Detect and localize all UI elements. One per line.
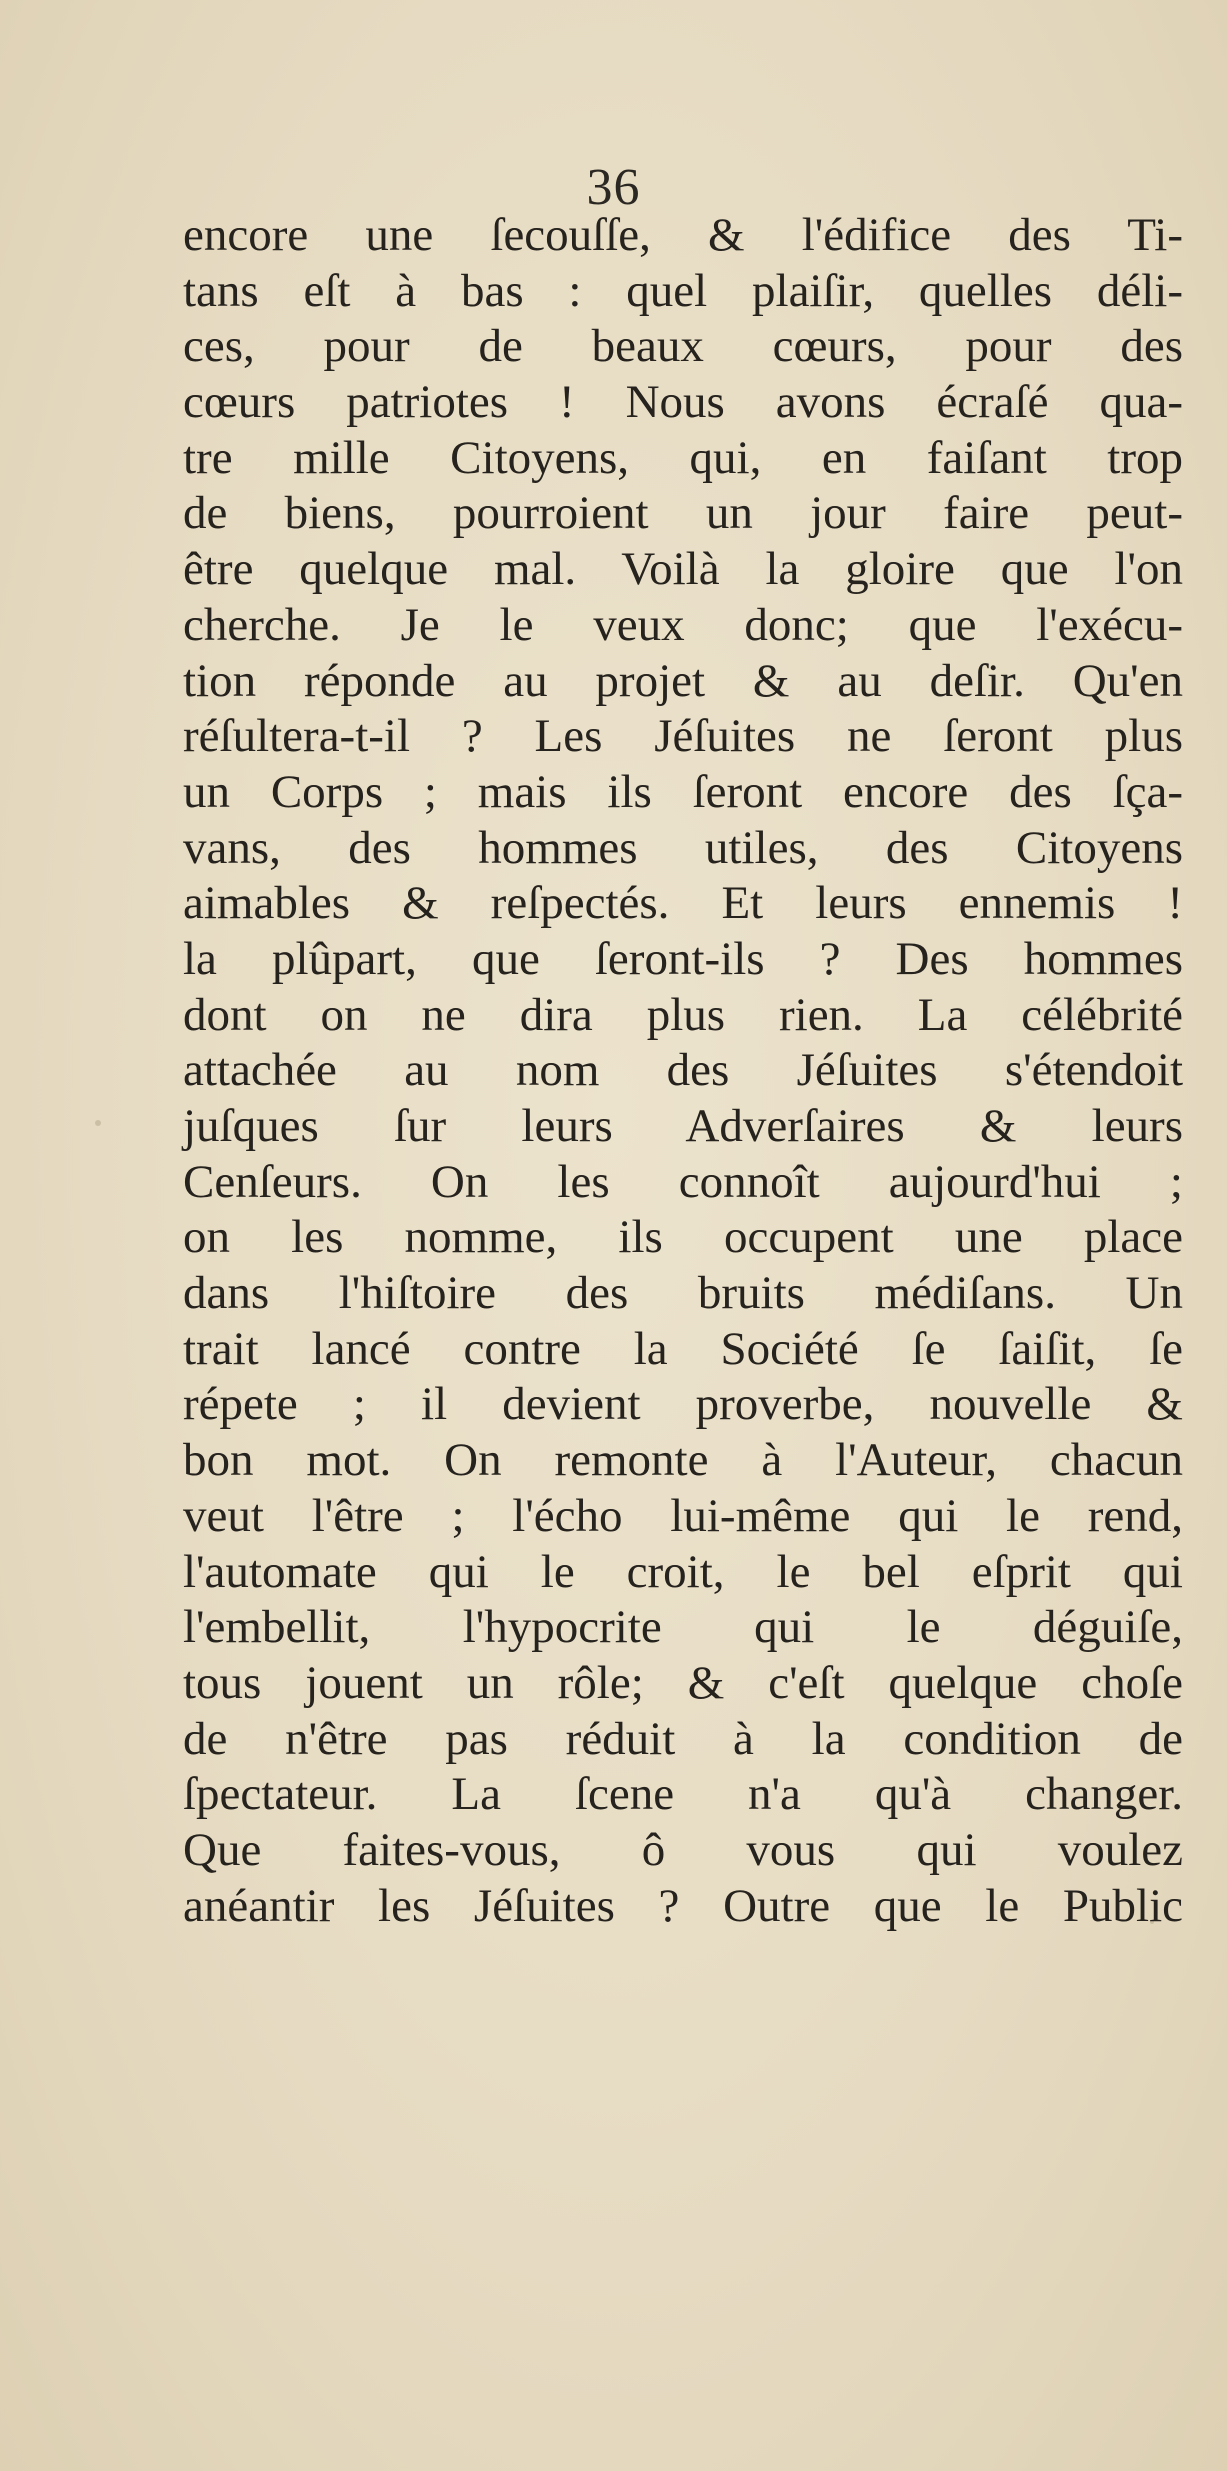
text-line: réſultera-t-il ? Les Jéſuites ne ſeront plus: [183, 710, 1183, 763]
text-line: tion réponde au projet & au deſir. Qu'en: [183, 654, 1183, 707]
body-text: [183, 208, 1183, 1934]
text-line: ces, pour de beaux cœurs, pour des: [183, 320, 1183, 373]
text-line: dans l'hiſtoire des bruits médiſans. Un: [183, 1267, 1183, 1320]
text-line: Cenſeurs. On les connoît aujourd'hui ;: [183, 1155, 1183, 1208]
text-line: tans eſt à bas : quel plaiſir, quelles déli-: [183, 264, 1183, 317]
text-line: Que faites-vous, ô vous qui voulez: [183, 1823, 1183, 1876]
text-line: vans, des hommes utiles, des Citoyens: [183, 821, 1183, 874]
text-line: l'automate qui le croit, le bel eſprit qui: [183, 1545, 1183, 1598]
text-line: de biens, pourroient un jour faire peut-: [183, 487, 1183, 540]
text-line: anéantir les Jéſuites ? Outre que le Public: [183, 1879, 1183, 1932]
text-line: la plûpart, que ſeront-ils ? Des hommes: [183, 932, 1183, 985]
text-line: être quelque mal. Voilà la gloire que l'on: [183, 543, 1183, 596]
text-line: cherche. Je le veux donc; que l'exécu-: [183, 598, 1183, 651]
text-line: ſpectateur. La ſcene n'a qu'à changer.: [183, 1768, 1183, 1821]
text-line: cœurs patriotes ! Nous avons écraſé qua-: [183, 376, 1183, 429]
paper-fleck: [95, 1120, 101, 1126]
text-line: on les nomme, ils occupent une place: [183, 1211, 1183, 1264]
text-line: dont on ne dira plus rien. La célébrité: [183, 988, 1183, 1041]
text-line: un Corps ; mais ils ſeront encore des ſça-: [183, 765, 1183, 818]
text-line: trait lancé contre la Société ſe ſaiſit, ſe: [183, 1322, 1183, 1375]
page-number: 36: [586, 159, 641, 216]
text-line: encore une ſecouſſe, & l'édifice des Ti-: [183, 209, 1183, 261]
text-line: répete ; il devient proverbe, nouvelle &: [183, 1378, 1183, 1431]
text-line: attachée au nom des Jéſuites s'étendoit: [183, 1044, 1183, 1097]
text-line: tre mille Citoyens, qui, en faiſant trop: [183, 431, 1183, 484]
text-line: de n'être pas réduit à la condition de: [183, 1712, 1183, 1765]
text-line: aimables & reſpectés. Et leurs ennemis !: [183, 877, 1183, 930]
text-line: l'embellit, l'hypocrite qui le déguiſe,: [183, 1601, 1183, 1654]
text-line: juſques ſur leurs Adverſaires & leurs: [183, 1100, 1183, 1152]
text-line: bon mot. On remonte à l'Auteur, chacun: [183, 1434, 1183, 1487]
text-line: veut l'être ; l'écho lui-même qui le rend,: [183, 1489, 1183, 1542]
text-line: tous jouent un rôle; & c'eſt quelque choſe: [183, 1656, 1183, 1709]
